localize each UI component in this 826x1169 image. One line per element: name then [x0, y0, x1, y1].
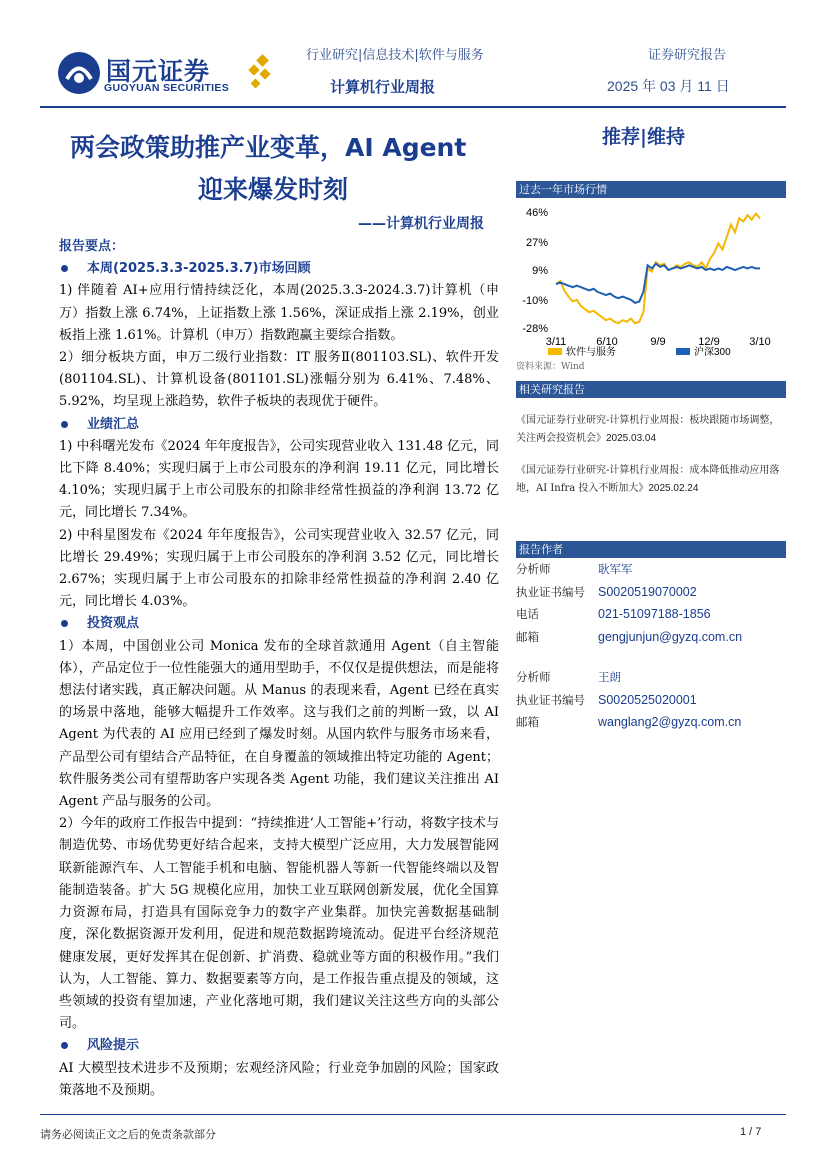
related-reports-panel — [516, 381, 786, 498]
y-tick-label: 27% — [525, 236, 548, 249]
report-summary — [59, 236, 499, 1102]
header-report-type: 证券研究报告 — [648, 48, 727, 63]
author-phone-row — [516, 603, 786, 626]
section-risk: 风险提示 — [59, 1035, 499, 1057]
author-cert-row — [516, 689, 786, 712]
author-spacer — [516, 648, 786, 666]
chart-source: 资料来源：Wind — [516, 362, 585, 372]
legend-swatch-hs300 — [676, 348, 690, 355]
author-name: 王朗 — [598, 670, 621, 684]
x-tick-label: 9/9 — [650, 336, 666, 348]
legend-label-software: 软件与服务 — [566, 347, 616, 358]
x-tick-label: 12/9 — [698, 336, 720, 348]
company-logo — [56, 48, 276, 98]
market-chart-panel — [516, 181, 786, 358]
related-report-item[interactable] — [516, 412, 786, 448]
earnings-paragraph-1: 1) 中科曙光发布《2024 年年度报告》，公司实现营业收入 131.48 亿元，同比下降 8.40%；实现归属于上市公司股东的净利润 19.11 亿元，同比增长 4.10%；实现归属于上市公司股东的扣除非经常性损益的净利润 13.72 亿元，同比增长 7.34%。 — [59, 438, 499, 521]
series-line-hs300 — [556, 264, 760, 303]
author-label: 分析师 — [516, 670, 551, 684]
x-tick-label: 3/10 — [749, 336, 771, 348]
author-name-row — [516, 666, 786, 689]
authors-panel — [516, 541, 786, 734]
author-label: 分析师 — [516, 562, 551, 576]
author-label: 邮箱 — [516, 629, 539, 644]
report-title-line2: 迎来爆发时刻 — [198, 175, 349, 204]
footer-divider — [40, 1114, 786, 1115]
footer-disclaimer: 请务必阅读正文之后的免责条款部分 — [40, 1128, 216, 1141]
related-report-title: 《国元证券行业研究-计算机行业周报：成本降低推动应用落地，AI Infra 投入不断加大》 — [516, 465, 780, 494]
logo-emblem-icon — [56, 50, 102, 96]
y-tick-label: -10% — [522, 294, 548, 307]
author-cert: S0020519070002 — [598, 584, 697, 599]
report-subtitle: ——计算机行业周报 — [358, 216, 484, 232]
y-tick-label: 9% — [532, 265, 548, 277]
author-label: 执业证书编号 — [516, 692, 585, 707]
legend-label-hs300: 沪深300 — [694, 347, 731, 358]
author-label: 邮箱 — [516, 715, 539, 729]
authors-title: 报告作者 — [516, 541, 786, 558]
page-number: 1 / 7 — [740, 1126, 762, 1138]
header-weekly-title: 计算机行业周报 — [330, 78, 436, 96]
logo-text-cn: 国元证券 — [106, 57, 211, 86]
author-name-row — [516, 558, 786, 581]
summary-heading: 报告要点： — [59, 239, 125, 254]
section-investment-view: 投资观点 — [59, 613, 499, 635]
author-label: 电话 — [516, 607, 539, 621]
earnings-paragraph-2: 2) 中科星图发布《2024 年年度报告》，公司实现营业收入 32.57 亿元，同比增长 29.49%；实现归属于上市公司股东的净利润 3.52 亿元，同比增长 2.67%；实现归属于上市公司股东的扣除非经常性损益的净利润 2.40 亿元，同比增长 4.03%。 — [59, 527, 499, 610]
logo-diamond-icon — [244, 54, 274, 94]
related-report-date: 2025.03.04 — [606, 433, 657, 444]
author-email-link[interactable]: gengjunjun@gyzq.com.cn — [598, 629, 743, 644]
header-divider — [40, 106, 786, 108]
author-phone: 021-51097188-1856 — [598, 607, 711, 621]
report-title-line1: 两会政策助推产业变革，AI Agent — [70, 133, 467, 162]
related-report-title: 《国元证券行业研究-计算机行业周报：板块跟随市场调整，关注两会投资机会》 — [516, 415, 780, 444]
header-categories: 行业研究|信息技术|软件与服务 — [306, 48, 484, 63]
x-tick-label: 3/11 — [545, 336, 567, 348]
investment-paragraph-2: 2）今年的政府工作报告中提到：“持续推进‘人工智能+’行动，将数字技术与制造优势、市场优势更好结合起来，支持大模型广泛应用，大力发展智能网联新能源汽车、人工智能手机和电脑、智能机器人等新一代智能终端以及智能制造装备。扩大 5G 规模化应用，加快工业互联网创新发展，优化全国算力资源布局，打造具有国际竞争力的数字产业集群。加快完善数据基础制度，深化数据资源开发利用，促进和规范数据跨境流动。促进平台经济规范健康发展，更好发挥其在促创新、扩消费、稳就业等方面的积极作用。”我们认为，人工智能、算力、数据要素等方向，是工作报告重点提及的领域，这些领域的投资有望加速，产业化落地可期，我们建议关注这些方向的头部公司。 — [59, 816, 499, 1032]
author-cert-row — [516, 581, 786, 604]
y-tick-label: -28% — [522, 323, 548, 335]
author-email-row — [516, 626, 786, 649]
logo-text-en: GUOYUAN SECURITIES — [104, 82, 229, 94]
rating-badge: 推荐|维持 — [602, 126, 685, 148]
author-name: 耿军军 — [598, 562, 633, 576]
y-tick-label: 46% — [525, 207, 548, 219]
header-date: 2025 年 03 月 11 日 — [607, 78, 730, 94]
market-chart-title: 过去一年市场行情 — [516, 181, 786, 198]
section-market-review: 本周(2025.3.3-2025.3.7)市场回顾 — [59, 258, 499, 280]
section-earnings: 业绩汇总 — [59, 414, 499, 436]
author-label: 执业证书编号 — [516, 584, 585, 599]
market-paragraph-2: 2）细分板块方面，申万二级行业指数：IT 服务Ⅱ(801103.SL)、软件开发(801104.SL)、计算机设备(801101.SL)涨幅分别为 6.41%、7.48%、5.92%，均呈现上涨趋势，软件子板块的表现优于硬件。 — [59, 350, 499, 410]
legend-swatch-software — [548, 348, 562, 355]
related-report-item[interactable] — [516, 462, 786, 498]
author-email-link[interactable]: wanglang2@gyzq.com.cn — [598, 715, 742, 729]
risk-paragraph: AI 大模型技术进步不及预期；宏观经济风险；行业竞争加剧的风险；国家政策落地不及预期。 — [59, 1060, 499, 1098]
author-cert: S0020525020001 — [598, 692, 697, 707]
market-paragraph-1: 1) 伴随着 AI+应用行情持续泛化，本周(2025.3.3-2024.3.7)计算机（申万）指数上涨 6.74%，上证指数上涨 1.56%，深证成指上涨 2.19%，创业板指上涨 1.61%。计算机（申万）指数跑赢主要综合指数。 — [59, 283, 499, 343]
author-email-row — [516, 711, 786, 734]
market-chart — [516, 198, 786, 358]
x-tick-label: 6/10 — [596, 336, 618, 348]
investment-paragraph-1: 1）本周，中国创业公司 Monica 发布的全球首款通用 Agent（自主智能体），产品定位于一位性能强大的通用型助手，不仅仅是提供想法，而是能将想法付诸实践，真正解决问题。从 Manus 的表现来看，Agent 已经在真实的场景中落地，能够大幅提升工作效率。这与我们之前的判断一致，以 AI Agent 为代表的 AI 应用已经到了爆发时刻。从国内软件与服务市场来看，产品型公司有望结合产品特征，在自身覆盖的领域推出特定功能的 Agent；软件服务类公司有望帮助客户实现各类 Agent 功能，我们建议关注推出 AI Agent 产品与服务的公司。 — [59, 638, 499, 810]
related-report-date: 2025.02.24 — [648, 483, 699, 494]
related-reports-title: 相关研究报告 — [516, 381, 786, 398]
